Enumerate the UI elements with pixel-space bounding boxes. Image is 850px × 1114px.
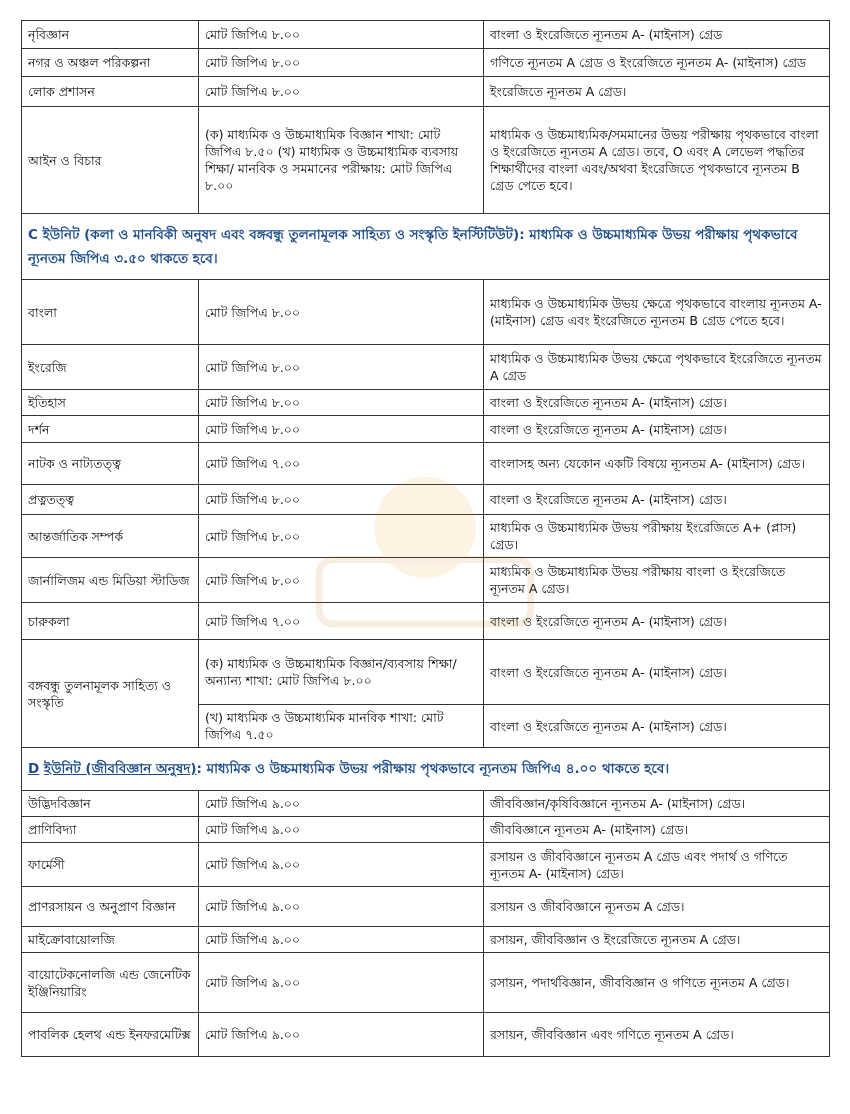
gpa-cell: মোট জিপিএ ৮.০০ <box>199 77 484 107</box>
table-row <box>22 416 830 443</box>
unit-d-header-row <box>22 748 830 791</box>
requirement-cell: জীববিজ্ঞানে ন্যূনতম A- (মাইনাস) গ্রেড। <box>484 817 830 843</box>
gpa-cell: মোট জিপিএ ৯.০০ <box>199 791 484 817</box>
requirement-cell: মাধ্যমিক ও উচ্চমাধ্যমিক উভয় ক্ষেত্রে পৃথকভাবে ইংরেজিতে ন্যূনতম A গ্রেড <box>484 345 830 390</box>
eligibility-table <box>21 20 830 1057</box>
subject-cell: বাংলা <box>22 280 199 345</box>
table-row <box>22 953 830 1013</box>
subject-cell: চারুকলা <box>22 603 199 640</box>
requirement-cell: বাংলা ও ইংরেজিতে ন্যূনতম A- (মাইনাস) গ্রেড। <box>484 390 830 416</box>
unit-c-title: ইউনিট (কলা ও মানবিকী অনুষদ এবং বঙ্গবন্ধু তুলনামূলক সাহিত্য ও সংস্কৃতি ইনস্টিটিউট): মাধ্যমিক ও উচ্চমাধ্যমিক উভয় পরীক্ষায় পৃথকভাবে ন্যূনতম জিপিএ ৩.৫০ থাকতে হবে। <box>28 226 798 267</box>
unit-c-header-row <box>22 214 830 280</box>
requirement-cell: মাধ্যমিক ও উচ্চমাধ্যমিক উভয় পরীক্ষায় ইংরেজিতে A+ (প্লাস) গ্রেড। <box>484 515 830 558</box>
gpa-cell: মোট জিপিএ ৯.০০ <box>199 953 484 1013</box>
table-row <box>22 390 830 416</box>
requirement-cell: রসায়ন, জীববিজ্ঞান ও ইংরেজিতে ন্যূনতম A গ্রেড। <box>484 927 830 953</box>
subject-cell: লোক প্রশাসন <box>22 77 199 107</box>
requirement-cell: ইংরেজিতে ন্যূনতম A গ্রেড। <box>484 77 830 107</box>
gpa-cell: মোট জিপিএ ৭.০০ <box>199 603 484 640</box>
gpa-cell: মোট জিপিএ ৮.০০ <box>199 345 484 390</box>
gpa-cell: মোট জিপিএ ৯.০০ <box>199 1013 484 1057</box>
requirement-cell: মাধ্যমিক ও উচ্চমাধ্যমিক/সমমানের উভয় পরীক্ষায় পৃথকভাবে বাংলা ও ইংরেজিতে ন্যূনতম A গ্রেড। তবে, O এবং A লেভেল পদ্ধতির শিক্ষার্থীদের বাংলা এবং/অথবা ইংরেজিতে পৃথকভাবে ন্যূনতম B গ্রেড পেতে হবে। <box>484 107 830 214</box>
requirement-cell: রসায়ন, জীববিজ্ঞান এবং গণিতে ন্যূনতম A গ্রেড। <box>484 1013 830 1057</box>
gpa-cell: মোট জিপিএ ৯.০০ <box>199 843 484 887</box>
gpa-cell: মোট জিপিএ ৭.০০ <box>199 443 484 485</box>
gpa-cell: মোট জিপিএ ৯.০০ <box>199 887 484 927</box>
requirement-cell: রসায়ন, পদার্থবিজ্ঞান, জীববিজ্ঞান ও গণিতে ন্যূনতম A গ্রেড। <box>484 953 830 1013</box>
subject-cell: প্রাণরসায়ন ও অনুপ্রাণ বিজ্ঞান <box>22 887 199 927</box>
table-row <box>22 107 830 214</box>
table-row <box>22 887 830 927</box>
subject-cell: নাটক ও নাট্যতত্ত্ব <box>22 443 199 485</box>
subject-cell: পাবলিক হেলথ এন্ড ইনফরমেটিক্স <box>22 1013 199 1057</box>
subject-cell: ফার্মেসী <box>22 843 199 887</box>
gpa-cell: (ক) মাধ্যমিক ও উচ্চমাধ্যমিক বিজ্ঞান/ব্যবসায় শিক্ষা/ অন্যান্য শাখা: মোট জিপিএ ৮.০০ <box>199 640 484 705</box>
gpa-cell: মোট জিপিএ ৯.০০ <box>199 817 484 843</box>
unit-d-rest: : মাধ্যমিক ও উচ্চমাধ্যমিক উভয় পরীক্ষায় পৃথকভাবে ন্যূনতম জিপিএ ৪.০০ থাকতে হবে। <box>196 761 670 777</box>
subject-cell: দর্শন <box>22 416 199 443</box>
table-row <box>22 843 830 887</box>
table-row <box>22 640 830 705</box>
subject-cell: ইতিহাস <box>22 390 199 416</box>
subject-cell: জার্নালিজম এন্ড মিডিয়া স্টাডিজ <box>22 558 199 603</box>
subject-cell: নগর ও অঞ্চল পরিকল্পনা <box>22 49 199 77</box>
subject-cell: উদ্ভিদবিজ্ঞান <box>22 791 199 817</box>
gpa-cell: মোট জিপিএ ৮.০০ <box>199 21 484 49</box>
gpa-cell: মোট জিপিএ ৮.০০ <box>199 515 484 558</box>
requirement-cell: বাংলা ও ইংরেজিতে ন্যূনতম A- (মাইনাস) গ্রেড। <box>484 485 830 515</box>
table-row <box>22 603 830 640</box>
subject-cell: মাইক্রোবায়োলজি <box>22 927 199 953</box>
subject-cell: বঙ্গবন্ধু তুলনামূলক সাহিত্য ও সংস্কৃতি <box>22 640 199 748</box>
table-row <box>22 515 830 558</box>
requirement-cell: বাংলাসহ অন্য যেকোন একটি বিষয়ে ন্যূনতম A- (মাইনাস) গ্রেড। <box>484 443 830 485</box>
table-row <box>22 1013 830 1057</box>
table-row <box>22 927 830 953</box>
gpa-cell: মোট জিপিএ ৮.০০ <box>199 485 484 515</box>
subject-cell: ইংরেজি <box>22 345 199 390</box>
subject-cell: নৃবিজ্ঞান <box>22 21 199 49</box>
requirement-cell: মাধ্যমিক ও উচ্চমাধ্যমিক উভয় ক্ষেত্রে পৃথকভাবে বাংলায় ন্যূনতম A- (মাইনাস) গ্রেড এবং ইংরেজিতে ন্যূনতম B গ্রেড পেতে হবে। <box>484 280 830 345</box>
requirement-cell: রসায়ন ও জীববিজ্ঞানে ন্যূনতম A গ্রেড এবং পদার্থ ও গণিতে ন্যূনতম A- (মাইনাস) গ্রেড। <box>484 843 830 887</box>
table-row <box>22 558 830 603</box>
subject-cell: আইন ও বিচার <box>22 107 199 214</box>
unit-d-header <box>22 748 830 791</box>
gpa-cell: (খ) মাধ্যমিক ও উচ্চমাধ্যমিক মানবিক শাখা: মোট জিপিএ ৭.৫০ <box>199 705 484 748</box>
subject-cell: বায়োটেকনোলজি এন্ড জেনেটিক ইঞ্জিনিয়ারিং <box>22 953 199 1013</box>
requirement-cell: বাংলা ও ইংরেজিতে ন্যূনতম A- (মাইনাস) গ্রেড। <box>484 705 830 748</box>
requirement-cell: জীববিজ্ঞান/কৃষিবিজ্ঞানে ন্যূনতম A- (মাইনাস) গ্রেড। <box>484 791 830 817</box>
table-row <box>22 485 830 515</box>
gpa-cell: (ক) মাধ্যমিক ও উচ্চমাধ্যমিক বিজ্ঞান শাখা: মোট জিপিএ ৮.৫০ (খ) মাধ্যমিক ও উচ্চমাধ্যমিক ব্যবসায় শিক্ষা/ মানবিক ও সমমানের পরীক্ষায়: মোট জিপিএ ৮.০০ <box>199 107 484 214</box>
requirement-cell: রসায়ন ও জীববিজ্ঞানে ন্যূনতম A গ্রেড। <box>484 887 830 927</box>
table-row <box>22 345 830 390</box>
table-row <box>22 443 830 485</box>
gpa-cell: মোট জিপিএ ৯.০০ <box>199 927 484 953</box>
table-row <box>22 49 830 77</box>
unit-c-header <box>22 214 830 280</box>
gpa-cell: মোট জিপিএ ৮.০০ <box>199 558 484 603</box>
requirement-cell: বাংলা ও ইংরেজিতে ন্যূনতম A- (মাইনাস) গ্রেড। <box>484 603 830 640</box>
subject-cell: আন্তর্জাতিক সম্পর্ক <box>22 515 199 558</box>
requirement-cell: বাংলা ও ইংরেজিতে ন্যূনতম A- (মাইনাস) গ্রেড। <box>484 416 830 443</box>
gpa-cell: মোট জিপিএ ৮.০০ <box>199 280 484 345</box>
gpa-cell: মোট জিপিএ ৮.০০ <box>199 49 484 77</box>
table-row <box>22 77 830 107</box>
table-row <box>22 280 830 345</box>
unit-c-letter: C <box>28 226 38 243</box>
requirement-cell: বাংলা ও ইংরেজিতে ন্যূনতম A- (মাইনাস) গ্রেড। <box>484 640 830 705</box>
table-row <box>22 21 830 49</box>
subject-cell: প্রাণিবিদ্যা <box>22 817 199 843</box>
unit-d-title: ইউনিট (জীববিজ্ঞান অনুষদ) <box>43 761 197 777</box>
unit-d-letter: D <box>28 761 40 777</box>
requirement-cell: মাধ্যমিক ও উচ্চমাধ্যমিক উভয় পরীক্ষায় বাংলা ও ইংরেজিতে ন্যূনতম A গ্রেড। <box>484 558 830 603</box>
requirement-cell: গণিতে ন্যূনতম A গ্রেড ও ইংরেজিতে ন্যূনতম A- (মাইনাস) গ্রেড <box>484 49 830 77</box>
table-row <box>22 791 830 817</box>
requirement-cell: বাংলা ও ইংরেজিতে ন্যূনতম A- (মাইনাস) গ্রেড <box>484 21 830 49</box>
subject-cell: প্রত্নতত্ত্ব <box>22 485 199 515</box>
table-row <box>22 817 830 843</box>
gpa-cell: মোট জিপিএ ৮.০০ <box>199 390 484 416</box>
gpa-cell: মোট জিপিএ ৮.০০ <box>199 416 484 443</box>
